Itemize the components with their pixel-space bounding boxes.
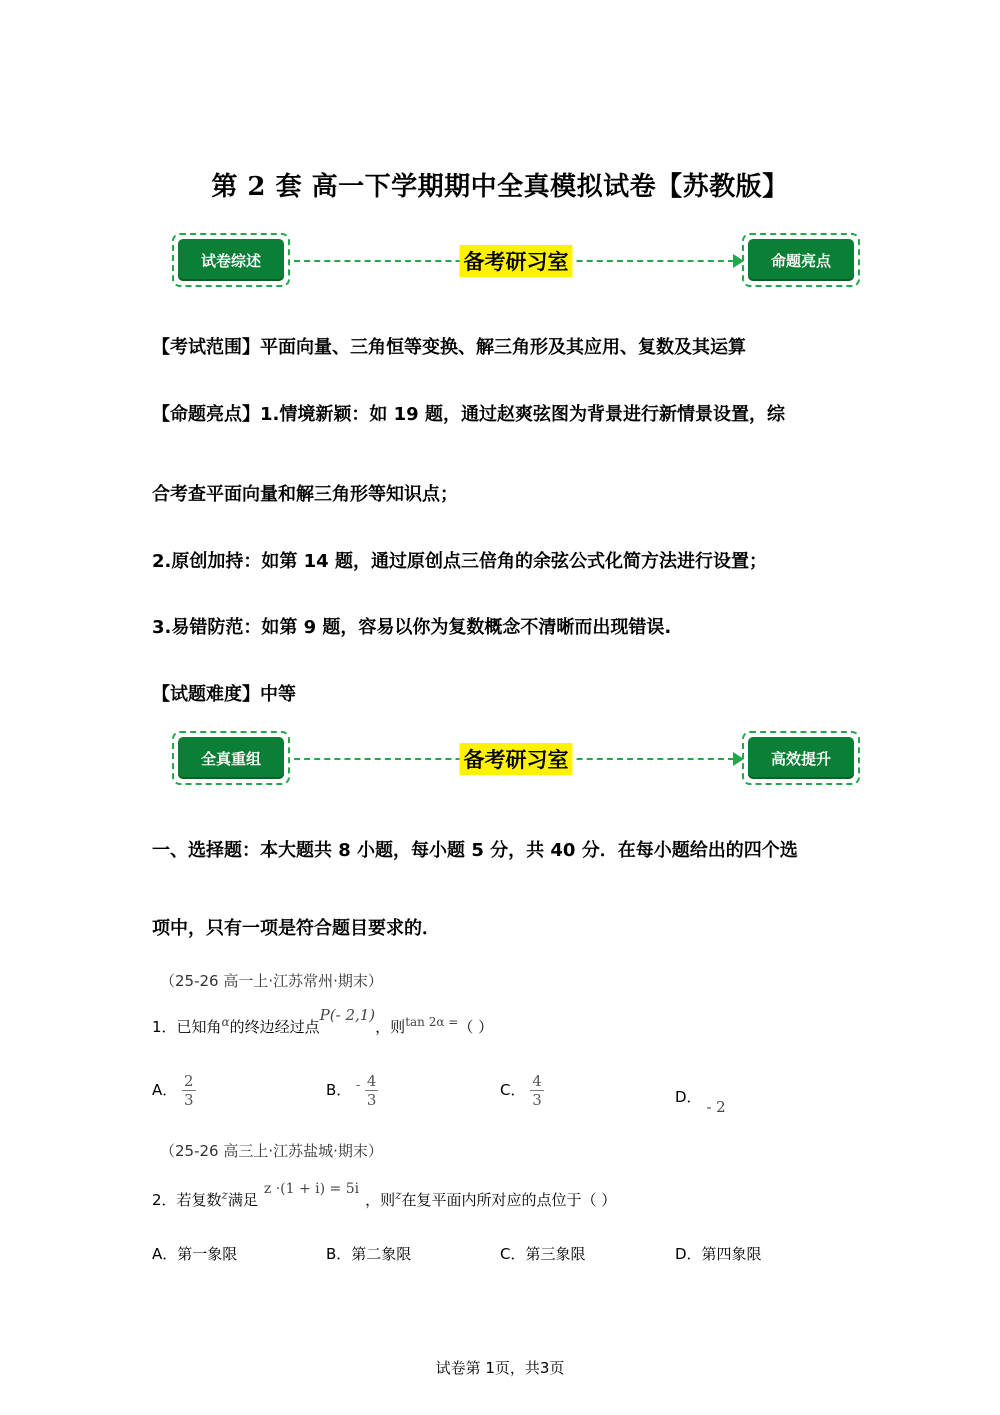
q2-var: z — [221, 1188, 228, 1202]
q1-option-d-value: - 2 — [706, 1098, 726, 1116]
q1-option-b-sign: - — [356, 1078, 361, 1092]
difficulty: 【试题难度】中等 — [152, 684, 296, 705]
badge-recombine — [172, 731, 290, 785]
q1-option-b-label: B． — [326, 1081, 352, 1099]
q2-mid: 满足 — [227, 1191, 258, 1209]
q2-var2: z — [395, 1188, 402, 1202]
denominator: 3 — [366, 1091, 377, 1109]
section-header-line-2: 项中，只有一项是符合题目要求的． — [152, 918, 440, 939]
badge-highlights-label: 命题亮点 — [748, 239, 854, 281]
q1-option-b[interactable] — [326, 1072, 378, 1109]
q2-option-a[interactable]: A．第一象限 — [152, 1245, 238, 1263]
q1-expr: tan 2α = — [405, 1015, 459, 1029]
denominator: 3 — [184, 1091, 194, 1109]
q2-source: （25-26 高三上·江苏盐城·期末） — [160, 1142, 383, 1160]
q1-option-c[interactable] — [500, 1072, 544, 1109]
badge-improve — [742, 731, 860, 785]
q1-option-a[interactable] — [152, 1072, 196, 1109]
q1-mid: 的终边经过点 — [229, 1018, 320, 1036]
badge-overview — [172, 233, 290, 287]
q1-option-c-fraction — [530, 1072, 544, 1109]
badge-improve-label: 高效提升 — [748, 737, 854, 779]
highlight-line-1: 【命题亮点】1.情境新颖：如 19 题，通过赵爽弦图为背景进行新情景设置，综 — [152, 404, 785, 425]
q2-tail: 在复平面内所对应的点位于（ ） — [401, 1191, 617, 1209]
q1-var: α — [221, 1015, 230, 1029]
q1-option-b-fraction — [365, 1072, 379, 1109]
badge-overview-label: 试卷综述 — [178, 239, 284, 281]
page-title: 第 2 套 高一下学期期中全真模拟试卷【苏教版】 — [211, 172, 789, 202]
banner-center-label: 备考研习室 — [460, 245, 573, 277]
denominator: 3 — [532, 1091, 542, 1109]
banner-center-label: 备考研习室 — [460, 743, 573, 775]
q1-option-c-label: C． — [500, 1081, 526, 1099]
highlight-line-2: 2.原创加持：如第 14 题，通过原创点三倍角的余弦公式化简方法进行设置； — [152, 551, 767, 572]
q1-point: P(- 2,1) — [319, 1006, 376, 1024]
numerator: 4 — [366, 1072, 377, 1090]
q2-then: ，则 — [365, 1191, 396, 1209]
section-header-line-1: 一、选择题：本大题共 8 小题，每小题 5 分，共 40 分．在每小题给出的四个选 — [152, 840, 798, 861]
q1-prefix: 1．已知角 — [152, 1018, 222, 1036]
q1-then: ，则 — [375, 1018, 406, 1036]
badge-highlights — [742, 233, 860, 287]
page-footer: 试卷第 1页，共3页 — [435, 1359, 565, 1377]
q1-source: （25-26 高一上·江苏常州·期末） — [160, 972, 383, 990]
q1-stem — [152, 1006, 852, 1038]
q1-option-a-label: A． — [152, 1081, 178, 1099]
badge-recombine-label: 全真重组 — [178, 737, 284, 779]
q2-prefix: 2．若复数 — [152, 1191, 222, 1209]
q2-option-c[interactable]: C．第三象限 — [500, 1245, 586, 1263]
banner-overview — [170, 233, 862, 293]
q1-option-d-label: D． — [675, 1088, 702, 1106]
numerator: 2 — [184, 1072, 194, 1090]
q2-stem — [152, 1181, 852, 1211]
q2-option-b[interactable]: B．第二象限 — [326, 1245, 412, 1263]
numerator: 4 — [532, 1072, 542, 1090]
q2-condition: z ·(1 + i) = 5i — [263, 1181, 360, 1197]
exam-scope: 【考试范围】平面向量、三角恒等变换、解三角形及其应用、复数及其运算 — [152, 337, 746, 358]
banner-recombine — [170, 731, 862, 791]
q1-paren: （ ） — [458, 1018, 494, 1036]
highlight-line-3: 3.易错防范：如第 9 题，容易以你为复数概念不清晰而出现错误. — [152, 617, 672, 638]
q2-option-d[interactable]: D．第四象限 — [675, 1245, 762, 1263]
q1-option-d[interactable] — [675, 1086, 726, 1116]
highlight-line-1b: 合考查平面向量和解三角形等知识点； — [152, 484, 458, 505]
q1-option-a-fraction — [182, 1072, 196, 1109]
